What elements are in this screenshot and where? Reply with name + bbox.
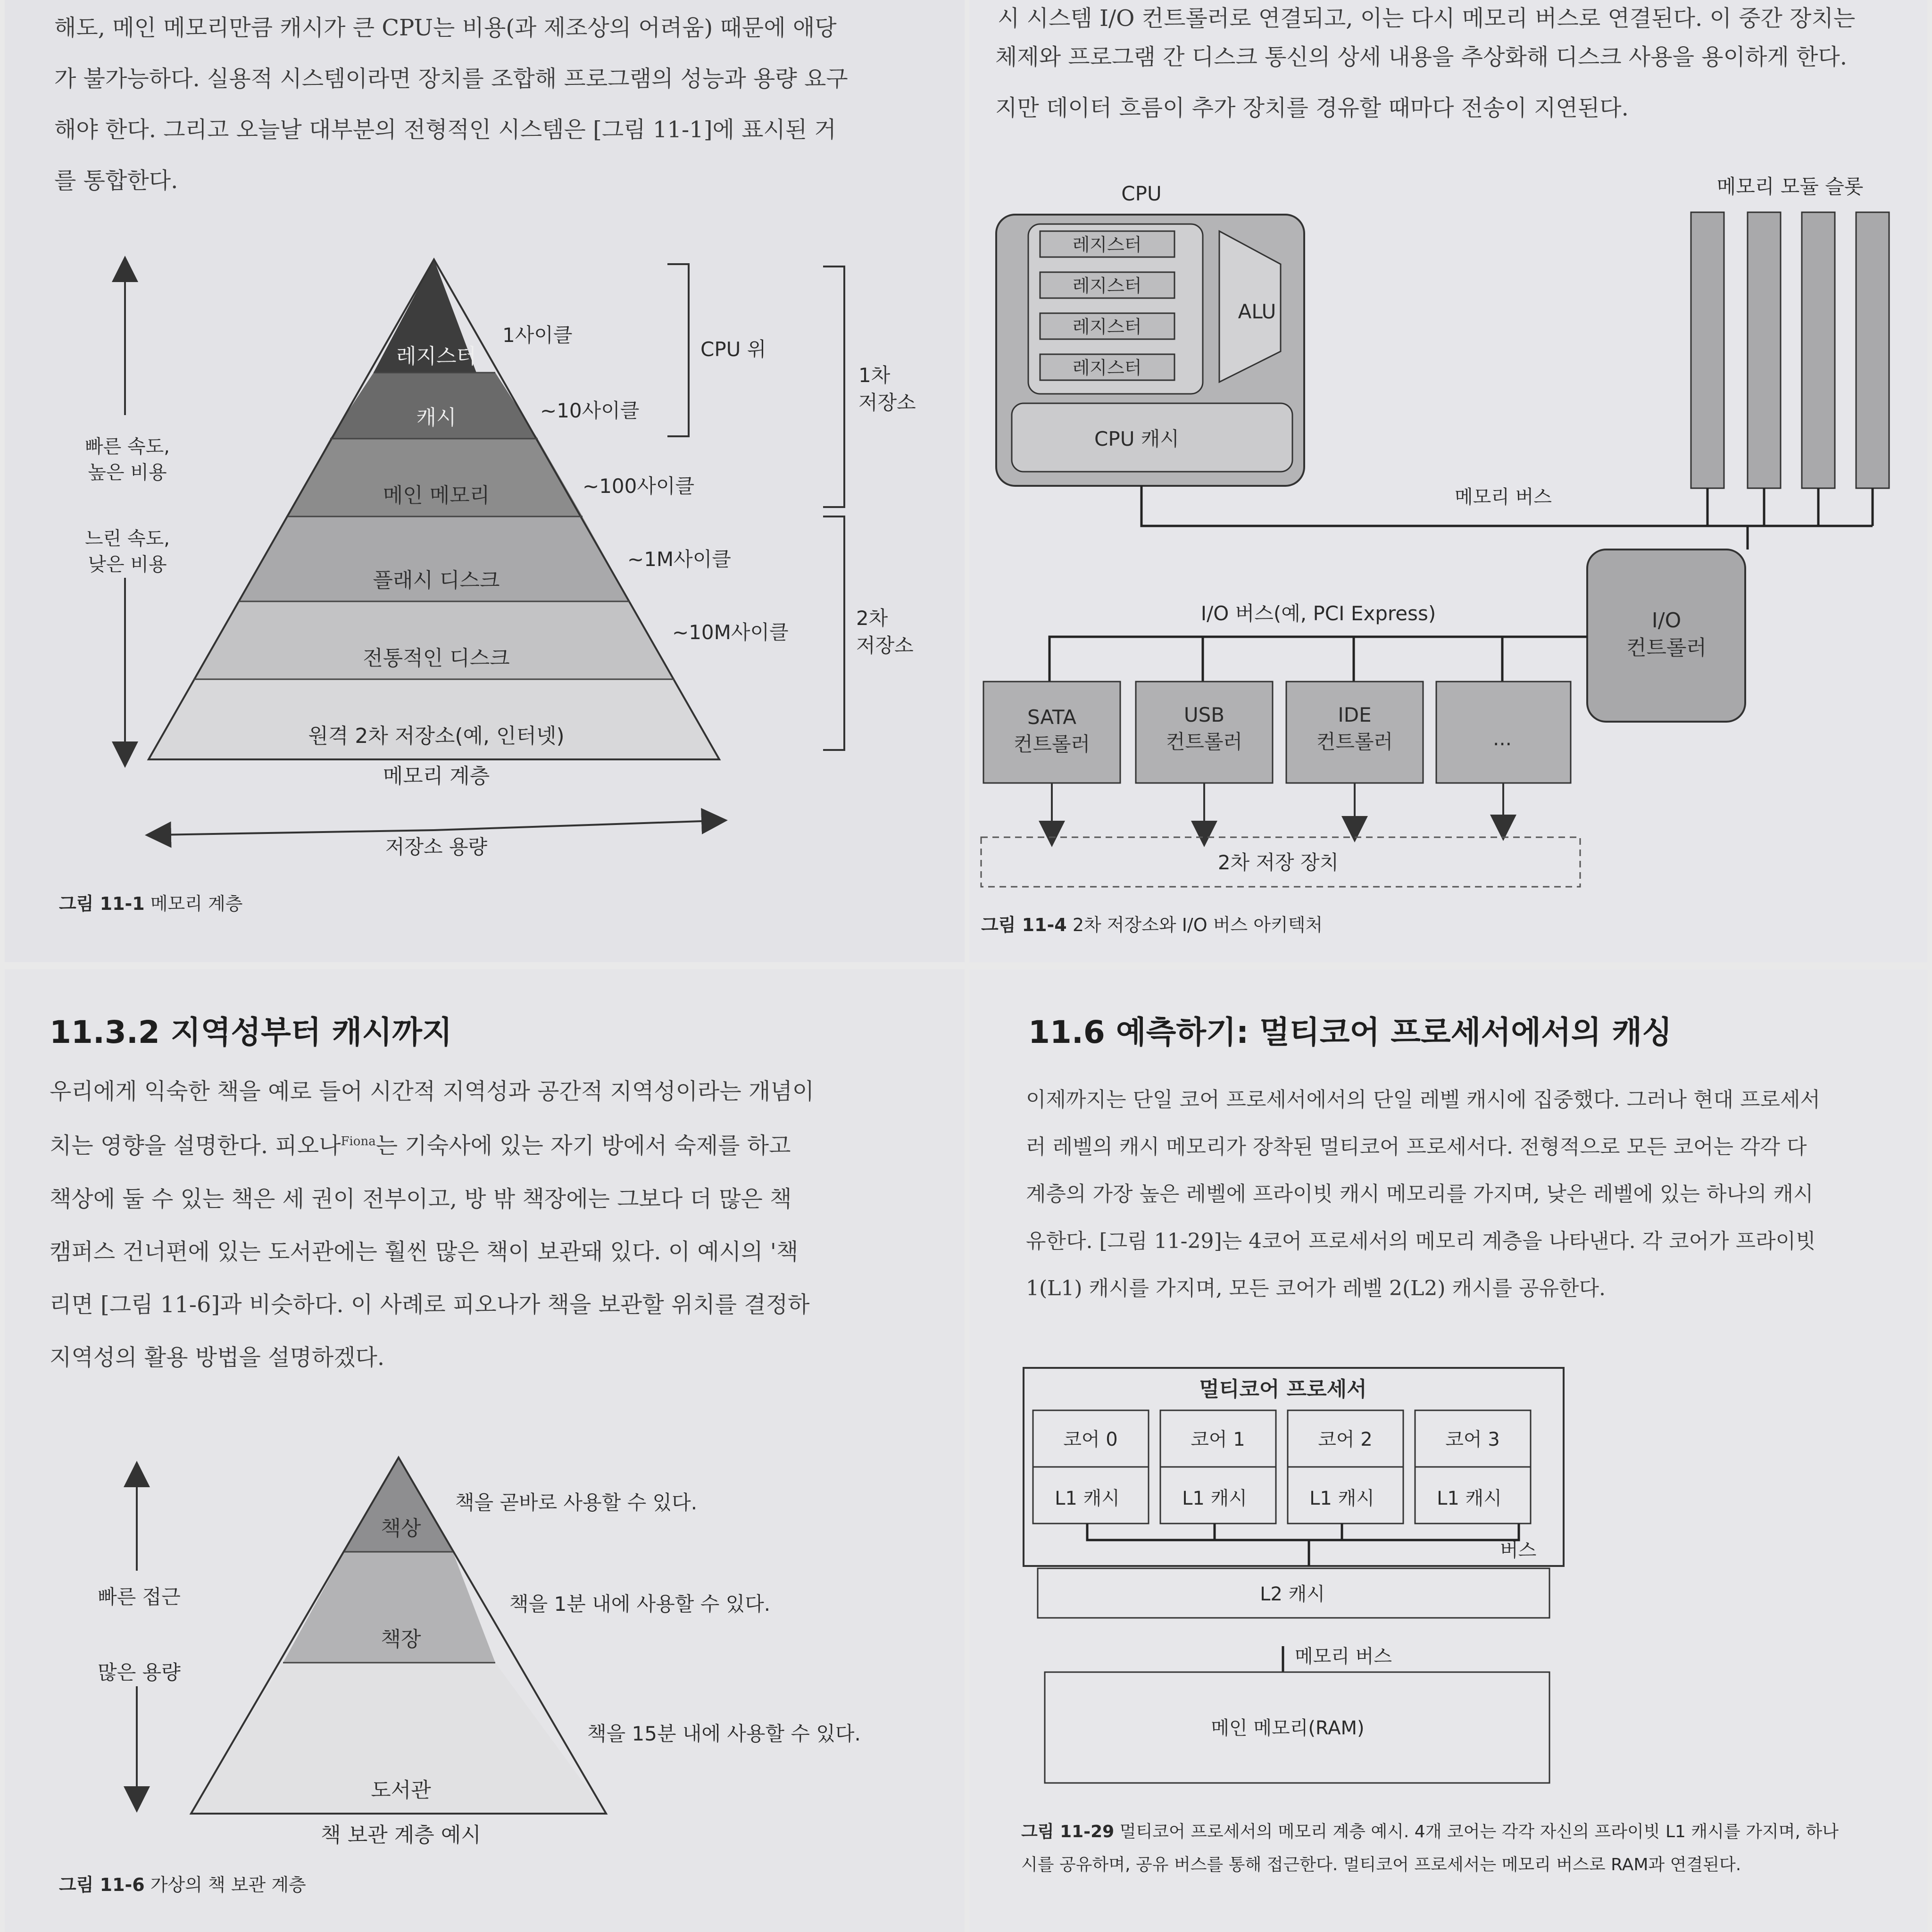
figure-caption-line2: 시를 공유하며, 공유 버스를 통해 접근한다. 멀티코어 프로세서는 메모리 버스로 RAM과 연결된다. [1021,1855,1741,1874]
cycle-label: ~10사이클 [540,399,640,422]
io-controller-label: I/O [1651,608,1682,633]
pyramid-title: 메모리 계층 [383,764,490,788]
memory-slot-label: 메모리 모듈 슬롯 [1716,175,1864,198]
bracket-primary [823,266,844,507]
bus-label: 버스 [1500,1540,1537,1561]
paragraph-line: 지역성의 활용 방법을 설명하겠다. [50,1344,385,1371]
panel-locality [5,969,965,1932]
memory-bus-label: 메모리 버스 [1455,486,1552,508]
l1-cache-label: L1 캐시 [1182,1488,1247,1509]
fast-label: 빠른 속도, [85,436,170,458]
capacity-arrow [158,830,434,835]
section-number: 11.6 [1028,1014,1105,1050]
cycle-label: ~1M사이클 [627,548,731,571]
large-capacity-label: 많은 용량 [98,1661,181,1684]
core-label: 코어 3 [1445,1429,1500,1450]
l1-cache-label: L1 캐시 [1055,1488,1120,1509]
controller-label: USB [1183,703,1225,726]
l1-cache-label: L1 캐시 [1437,1488,1502,1509]
caption-number: 그림 11-4 [981,915,1067,935]
bracket-secondary [823,516,844,750]
cycle-label: ~100사이클 [583,475,695,498]
primary-label: 저장소 [858,391,916,414]
cpu-title: CPU [1121,182,1162,205]
level-label-flash: 플래시 디스크 [373,568,500,592]
level-label-disk: 전통적인 디스크 [363,646,510,670]
paragraph-line: 시 시스템 I/O 컨트롤러로 연결되고, 이는 다시 메모리 버스로 연결된다. 이 중간 장치는 [998,5,1856,32]
capacity-label: 저장소 용량 [385,835,488,858]
register-label: 레지스터 [1072,316,1142,337]
paragraph-fragment: 치는 영향을 설명한다. 피오나 [50,1133,341,1159]
controller-label: 컨트롤러 [1013,733,1091,756]
panel-io-bus [969,0,1927,962]
ram-label: 메인 메모리(RAM) [1211,1717,1365,1739]
controller-label: ... [1492,727,1512,750]
memory-bus-label: 메모리 버스 [1295,1646,1392,1667]
io-bus-label: I/O 버스(예, PCI Express) [1200,602,1436,625]
figure-caption [59,889,242,915]
paragraph-line: 러 레벨의 캐시 메모리가 장착된 멀티코어 프로세서다. 전형적으로 모든 코어는 각각 다 [1026,1135,1807,1159]
register-label: 레지스터 [1072,358,1142,378]
caption-text: 2차 저장소와 I/O 버스 아키텍처 [1072,915,1323,935]
paragraph-line: 우리에게 익숙한 책을 예로 들어 시간적 지역성과 공간적 지역성이라는 개념이 [50,1078,815,1105]
core-label: 코어 2 [1318,1429,1373,1450]
panel-memory-hierarchy [5,0,965,962]
caption-text: 가상의 책 보관 계층 [150,1874,306,1895]
panel-multicore [969,969,1927,1932]
access-note: 책을 곧바로 사용할 수 있다. [455,1491,698,1514]
level-label-main-memory: 메인 메모리 [383,483,490,508]
controller-label: 컨트롤러 [1166,730,1243,753]
memory-slot [1802,212,1835,488]
paragraph-line: 리면 [그림 11-6]과 비슷하다. 이 사례로 피오나가 책을 보관할 위치를 결정하 [50,1291,810,1318]
paragraph-line: 해도, 메인 메모리만큼 캐시가 큰 CPU는 비용(과 제조상의 어려움) 때문에 애당 [54,15,837,41]
paragraph-line: 계층의 가장 높은 레벨에 프라이빗 캐시 메모리를 가지며, 낮은 레벨에 있는 하나의 캐시 [1026,1182,1814,1206]
section-title: 지역성부터 캐시까지 [170,1014,452,1050]
primary-label: 1차 [858,364,891,387]
paragraph-line: 지만 데이터 흐름이 추가 장치를 경유할 때마다 전송이 지연된다. [995,95,1629,121]
level-label-registers: 레지스터 [396,344,477,368]
level-label-desk: 책상 [381,1516,421,1541]
pyramid-title: 책 보관 계층 예시 [321,1823,481,1847]
figure-caption [59,1870,306,1896]
core-label: 코어 1 [1191,1429,1245,1450]
paragraph-line: 이제까지는 단일 코어 프로세서에서의 단일 레벨 캐시에 집중했다. 그러나 현대 프로세서 [1026,1088,1820,1112]
capacity-arrow [434,821,715,830]
bracket-cpu [667,264,689,436]
cpu-label: CPU 위 [700,338,766,361]
l2-cache-label: L2 캐시 [1260,1583,1325,1605]
io-architecture-diagram [969,0,1927,962]
book-storage-diagram [5,969,965,1932]
paragraph-line: 가 불가능하다. 실용적 시스템이라면 장치를 조합해 프로그램의 성능과 용량 요구 [54,66,848,92]
access-note: 책을 15분 내에 사용할 수 있다. [587,1722,861,1745]
section-title: 예측하기: 멀티코어 프로세서에서의 캐싱 [1116,1014,1673,1050]
processor-title: 멀티코어 프로세서 [1199,1377,1367,1401]
fiona-superscript: Fiona [341,1134,376,1149]
controller-label: 컨트롤러 [1316,730,1393,753]
paragraph-line: 책상에 둘 수 있는 책은 세 권이 전부이고, 방 밖 책장에는 그보다 더 많은 책 [50,1186,792,1212]
alu-label: ALU [1238,300,1276,323]
multicore-diagram [969,969,1927,1932]
slow-label: 낮은 비용 [88,554,167,575]
level-label-remote: 원격 2차 저장소(예, 인터넷) [308,724,565,748]
paragraph-fragment: 는 기숙사에 있는 자기 방에서 숙제를 하고 [375,1133,791,1159]
caption-text: 멀티코어 프로세서의 메모리 계층 예시. 4개 코어는 각각 자신의 프라이빗 L1 캐시를 가지며, 하나 [1119,1822,1839,1841]
memory-slot [1691,212,1724,488]
io-bus-line [1049,637,1587,682]
paragraph-line: 를 통합한다. [54,167,178,194]
paragraph-line: 캠퍼스 건너편에 있는 도서관에는 훨씬 많은 책이 보관돼 있다. 이 예시의 '책 [50,1239,799,1265]
cycle-label: ~10M사이클 [672,621,789,644]
figure-caption [981,910,1323,936]
paragraph-line: 해야 한다. 그리고 오늘날 대부분의 전형적인 시스템은 [그림 11-1]에 표시된 거 [54,117,836,143]
shared-bus-line [1087,1524,1519,1566]
level-label-bookshelf: 책장 [381,1627,421,1651]
caption-number: 그림 11-1 [59,893,145,914]
level-label-library: 도서관 [371,1778,431,1802]
core-label: 코어 0 [1063,1429,1118,1450]
secondary-label: 저장소 [856,634,914,657]
figure-caption [1021,1818,1839,1842]
controller-label: IDE [1338,703,1372,726]
secondary-storage-label: 2차 저장 장치 [1217,851,1339,874]
paragraph-line: 체제와 프로그램 간 디스크 통신의 상세 내용을 추상화해 디스크 사용을 용이하게 한다. [995,44,1847,70]
section-number: 11.3.2 [50,1014,160,1050]
paragraph-line: 1(L1) 캐시를 가지며, 모든 코어가 레벨 2(L2) 캐시를 공유한다. [1026,1276,1606,1300]
controller-label: SATA [1027,706,1077,729]
memory-slot [1856,212,1889,488]
level-label-cache: 캐시 [416,406,457,430]
caption-text: 메모리 계층 [150,893,243,914]
caption-number: 그림 11-6 [59,1874,145,1895]
cycle-label: 1사이클 [502,324,573,347]
memory-hierarchy-diagram [5,0,965,962]
caption-number: 그림 11-29 [1021,1822,1115,1841]
access-note: 책을 1분 내에 사용할 수 있다. [509,1592,771,1616]
l1-cache-label: L1 캐시 [1309,1488,1374,1509]
fast-access-label: 빠른 접근 [98,1585,181,1608]
paragraph-line: 유한다. [그림 11-29]는 4코어 프로세서의 메모리 계층을 나타낸다. 각 코어가 프라이빗 [1026,1229,1816,1253]
register-label: 레지스터 [1072,275,1142,296]
slow-label: 느린 속도, [85,528,170,550]
fast-label: 높은 비용 [88,462,167,483]
memory-slot [1748,212,1781,488]
io-controller-label: 컨트롤러 [1626,636,1707,660]
cpu-cache-label: CPU 캐시 [1094,427,1179,450]
secondary-label: 2차 [856,607,888,630]
register-label: 레지스터 [1072,234,1142,255]
